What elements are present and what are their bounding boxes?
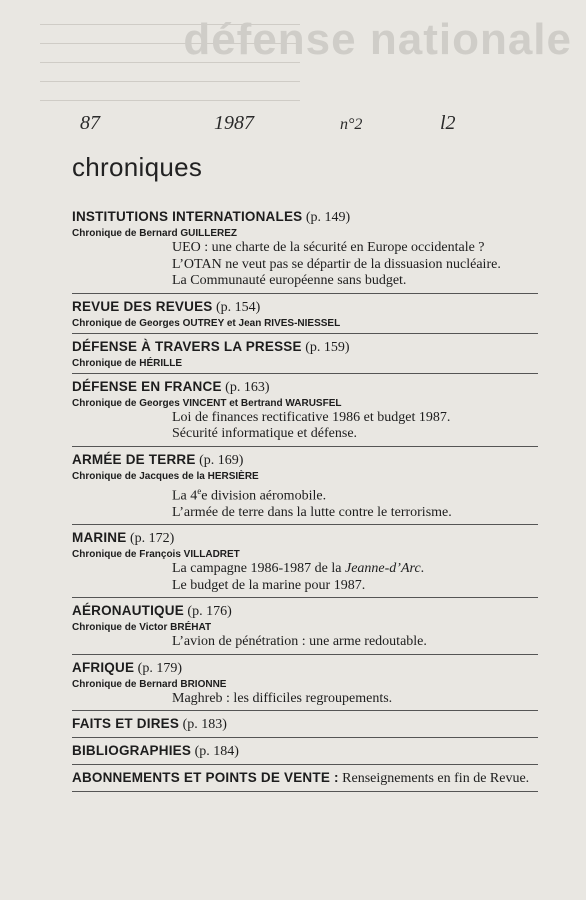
entry-page: (p. 154) (216, 299, 261, 315)
handwritten-year: 1987 (214, 112, 254, 134)
entry-title: DÉFENSE EN FRANCE (72, 378, 222, 394)
toc-entry (72, 451, 538, 526)
entry-heading (72, 338, 538, 357)
entry-title: FAITS ET DIRES (72, 716, 180, 732)
entry-heading (72, 378, 538, 397)
entry-topics (172, 691, 538, 708)
entry-heading (72, 602, 538, 621)
entry-title: AFRIQUE (72, 659, 135, 675)
toc-entry (72, 338, 538, 374)
table-of-contents (72, 208, 538, 796)
section-title: chroniques (72, 152, 203, 182)
entry-heading (72, 298, 538, 317)
bleed-through-title: défense nationale (183, 15, 572, 64)
toc-entry (72, 208, 538, 294)
entry-author: Chronique de Jacques de la HERSIÈRE (72, 470, 259, 482)
topic-line: Le budget de la marine pour 1987. (172, 577, 366, 593)
topic-line: Sécurité informatique et défense. (172, 426, 358, 441)
entry-heading (72, 715, 538, 734)
entry-title: BIBLIOGRAPHIES (72, 743, 192, 759)
toc-entry (72, 742, 538, 765)
topic-line: La Communauté européenne sans budget. (172, 273, 407, 288)
handwritten-mark-left: 87 (80, 112, 100, 134)
toc-entry (72, 602, 538, 655)
entry-page: (p. 184) (194, 744, 239, 760)
handwritten-mark-right: l2 (440, 112, 456, 134)
entry-page: (p. 169) (199, 452, 244, 468)
entry-author: Chronique de François VILLADRET (72, 549, 240, 561)
topic-line: Maghreb : les difficiles regroupements. (172, 690, 393, 706)
topic-line: L’armée de terre dans la lutte contre le terrorisme. (172, 504, 452, 520)
entry-author: Chronique de Bernard GUILLEREZ (72, 228, 238, 239)
entry-topics (172, 410, 538, 443)
entry-page: (p. 159) (305, 339, 350, 355)
entry-topics (172, 240, 538, 290)
entry-title: DÉFENSE À TRAVERS LA PRESSE (72, 338, 302, 354)
entry-description: Renseignements en fin de Revue. (342, 771, 530, 787)
entry-author: Chronique de Georges OUTREY et Jean RIVES-NIESSEL (72, 317, 341, 329)
entry-title: ARMÉE DE TERRE (72, 451, 196, 467)
entry-heading (72, 659, 538, 678)
topic-line: La campagne 1986-1987 de la Jeanne-d’Arc. (172, 561, 425, 577)
entry-heading (72, 208, 538, 227)
entry-author: Chronique de Georges VINCENT et Bertrand WARUSFEL (72, 397, 342, 409)
toc-entry (72, 298, 538, 334)
entry-heading (72, 769, 538, 788)
entry-page: (p. 149) (305, 210, 351, 225)
topic-line: L’avion de pénétration : une arme redoutable. (172, 634, 427, 650)
entry-page: (p. 176) (187, 604, 232, 620)
entry-topics (172, 634, 538, 651)
toc-entry (72, 529, 538, 598)
entry-author: Chronique de HÉRILLE (72, 357, 182, 369)
entry-title: MARINE (72, 530, 127, 546)
entry-topics (172, 483, 538, 522)
toc-entry (72, 715, 538, 738)
entry-page: (p. 172) (129, 531, 175, 547)
topic-line: UEO : une charte de la sécurité en Europe occidentale ? (172, 240, 485, 255)
entry-title: INSTITUTIONS INTERNATIONALES (72, 209, 303, 224)
topic-line: L’OTAN ne veut pas se départir de la dissuasion nucléaire. (172, 256, 501, 272)
topic-line: Loi de finances rectificative 1986 et budget 1987. (172, 409, 451, 425)
entry-topics (172, 561, 538, 594)
entry-title: AÉRONAUTIQUE (72, 603, 184, 619)
entry-author: Chronique de Bernard BRIONNE (72, 678, 227, 690)
entry-title: REVUE DES REVUES (72, 298, 213, 314)
entry-heading (72, 529, 538, 548)
toc-entry (72, 378, 538, 447)
topic-line: La 4ee division aéromobile. (172, 485, 327, 504)
entry-heading (72, 451, 538, 470)
toc-entry (72, 769, 538, 792)
toc-entry (72, 659, 538, 712)
handwritten-number: n°2 (340, 116, 363, 133)
entry-page: (p. 163) (225, 379, 270, 395)
entry-page: (p. 179) (137, 660, 182, 676)
entry-author: Chronique de Victor BRÉHAT (72, 622, 212, 634)
entry-page: (p. 183) (182, 717, 227, 733)
entry-title: ABONNEMENTS ET POINTS DE VENTE : (72, 770, 339, 786)
entry-heading (72, 742, 538, 761)
